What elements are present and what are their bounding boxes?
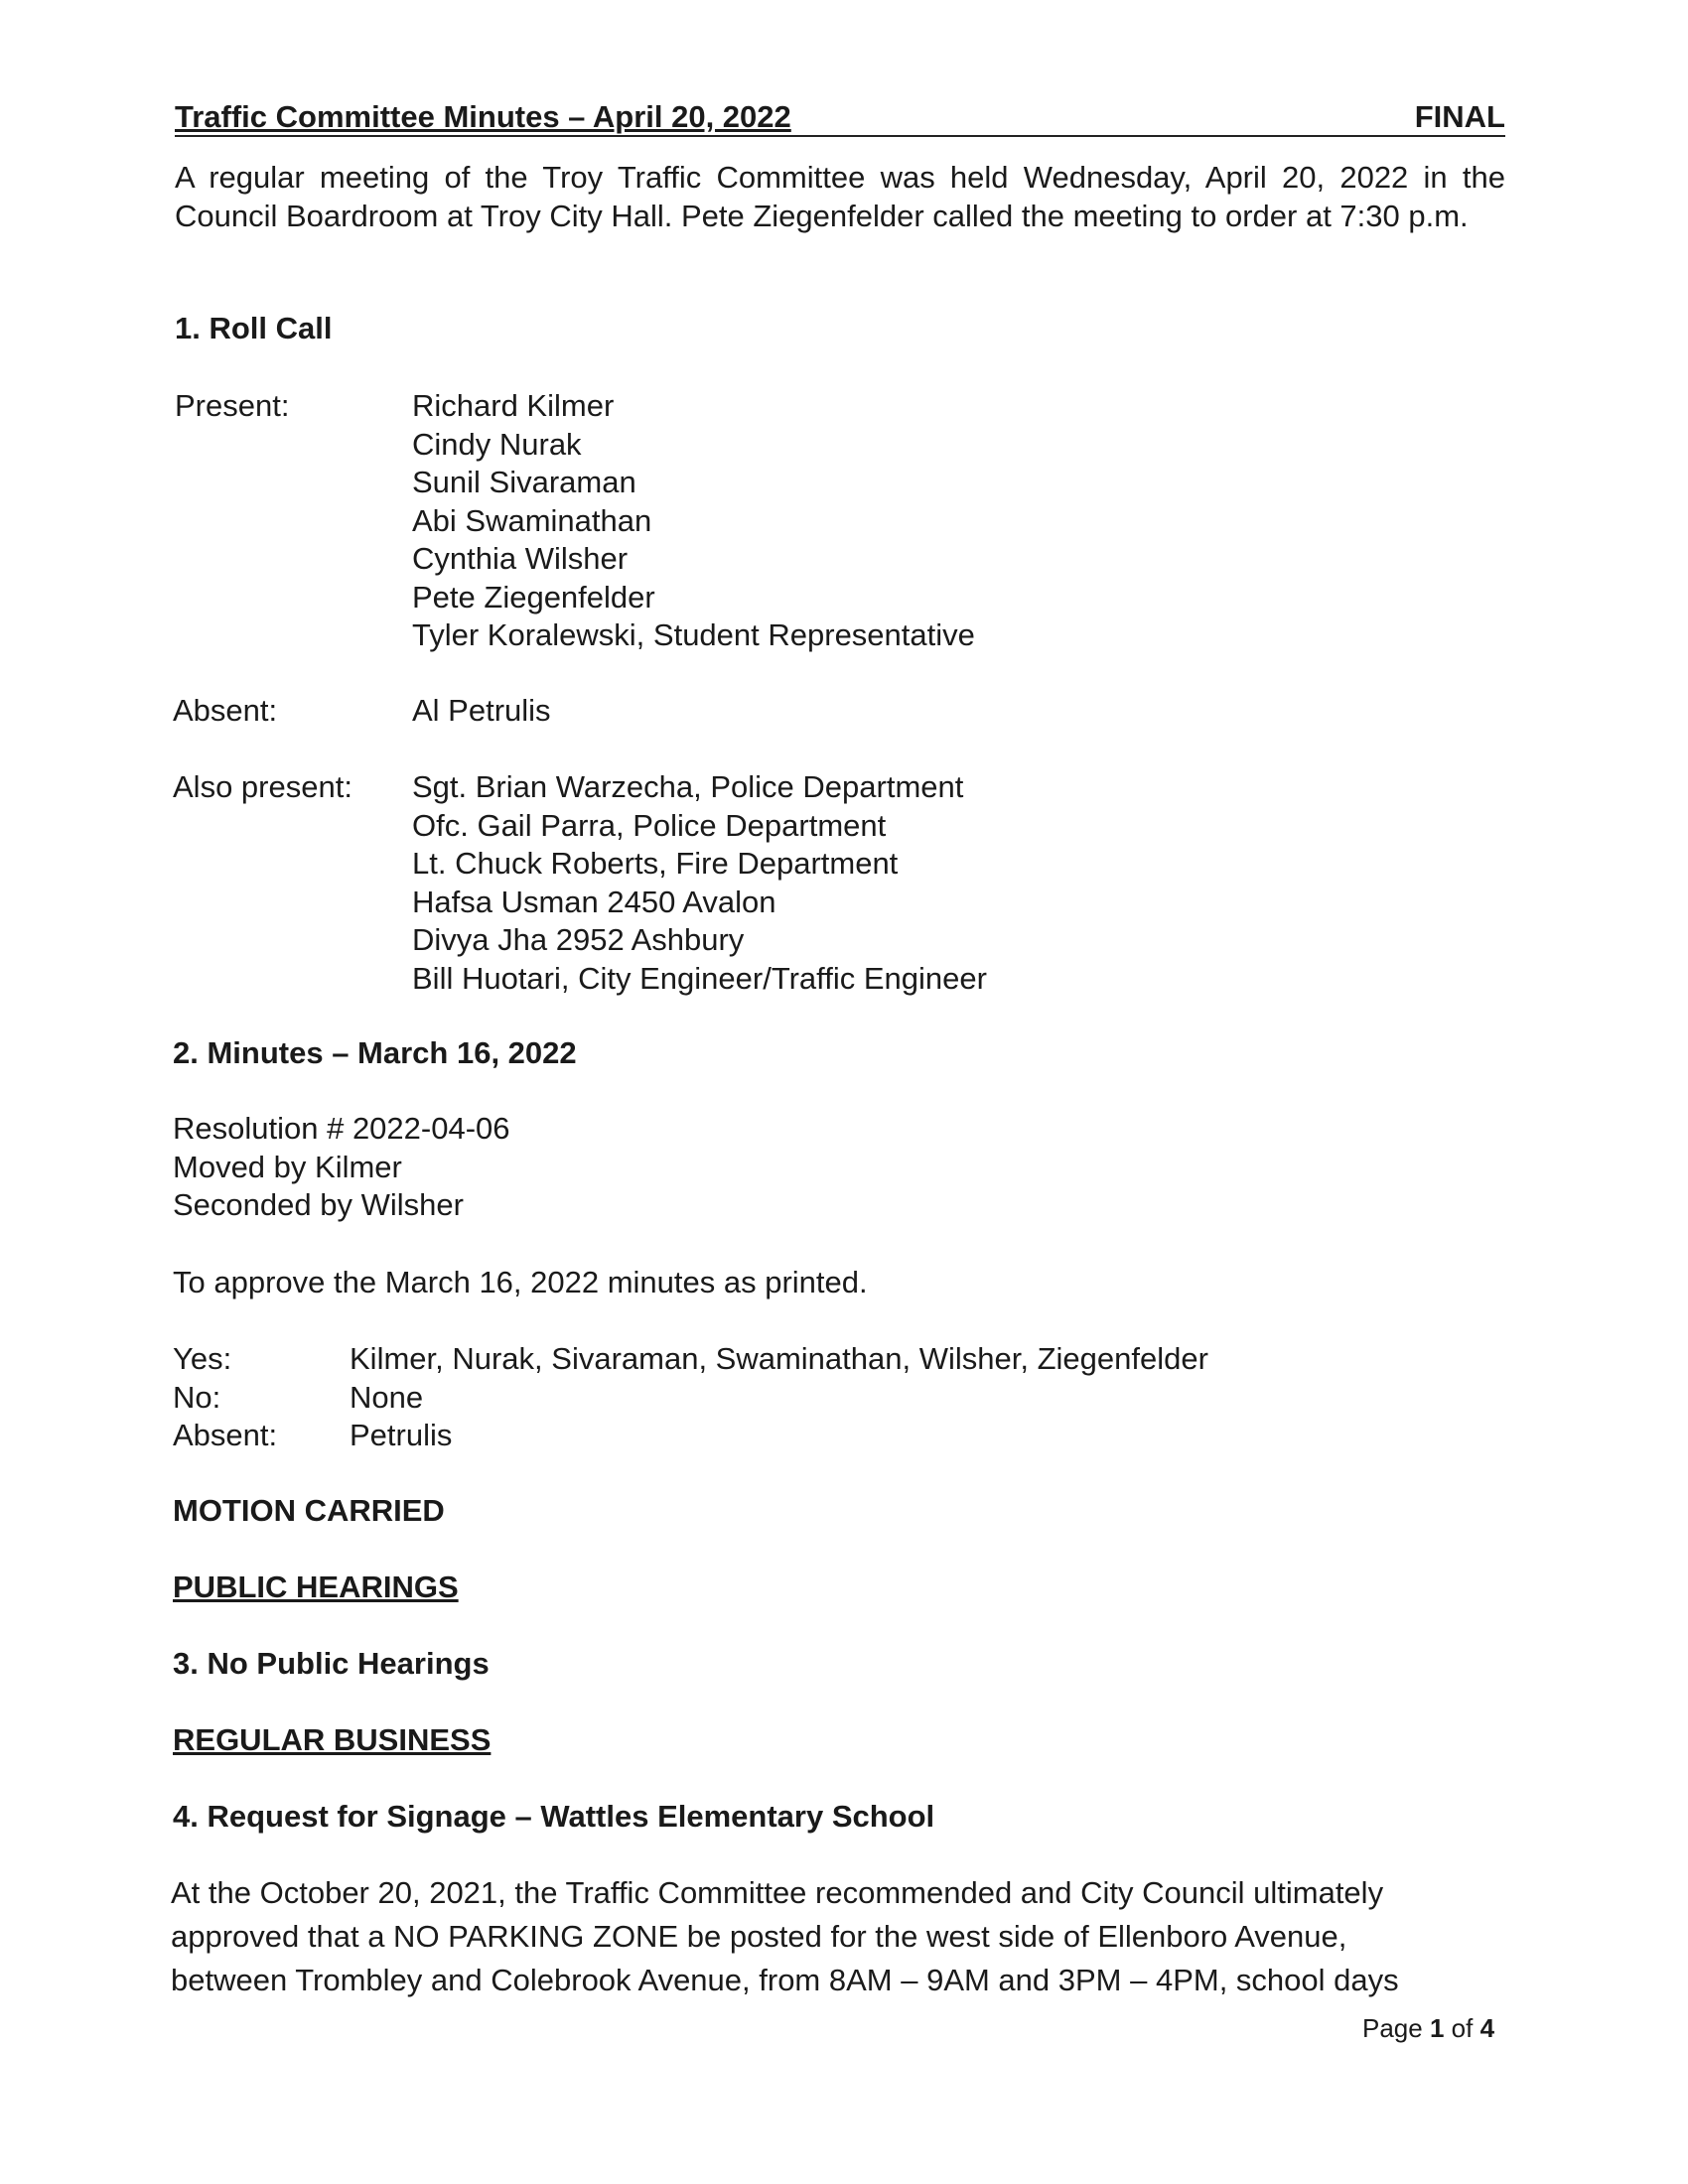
also-present-person: Hafsa Usman 2450 Avalon (412, 884, 776, 919)
document-title: Traffic Committee Minutes – April 20, 2022 (175, 99, 791, 134)
paragraph-line: At the October 20, 2021, the Traffic Committee recommended and City Council ultimately (171, 1875, 1384, 1910)
resolution-text: To approve the March 16, 2022 minutes as printed. (173, 1265, 868, 1299)
roll-call-heading: 1. Roll Call (175, 311, 333, 345)
also-present-person: Bill Huotari, City Engineer/Traffic Engineer (412, 960, 987, 996)
total-pages: 4 (1479, 2013, 1495, 2043)
signage-request-heading: 4. Request for Signage – Wattles Elementary School (173, 1799, 935, 1834)
regular-business-heading: REGULAR BUSINESS (173, 1722, 492, 1757)
page-number (1362, 2011, 1494, 2045)
no-label: No: (173, 1379, 221, 1415)
also-present-person: Lt. Chuck Roberts, Fire Department (412, 846, 899, 881)
resolution-number: Resolution # 2022-04-06 (173, 1111, 510, 1146)
signage-request-paragraph (171, 1871, 1521, 2002)
present-member: Cindy Nurak (412, 426, 582, 462)
present-member: Tyler Koralewski, Student Representative (412, 617, 975, 652)
present-member: Sunil Sivaraman (412, 465, 636, 499)
also-present-person: Divya Jha 2952 Ashbury (412, 922, 745, 957)
absent-vote-label: Absent: (173, 1418, 278, 1452)
motion-result: MOTION CARRIED (173, 1493, 445, 1528)
present-member: Cynthia Wilsher (412, 541, 629, 576)
page-prefix: Page (1362, 2013, 1430, 2043)
yes-label: Yes: (173, 1341, 232, 1376)
also-present-label: Also present: (173, 769, 352, 804)
paragraph-line: between Trombley and Colebrook Avenue, from 8AM – 9AM and 3PM – 4PM, school days (171, 1963, 1399, 1997)
vote-values (350, 1340, 1208, 1455)
present-member: Richard Kilmer (412, 388, 615, 423)
also-present-list (412, 768, 987, 998)
present-member: Pete Ziegenfelder (412, 579, 655, 614)
absent-member: Al Petrulis (412, 693, 551, 728)
public-hearings-item: 3. No Public Hearings (173, 1646, 490, 1681)
intro-paragraph: A regular meeting of the Troy Traffic Committee was held Wednesday, April 20, 2022 in the Council Boardroom at Troy City Hall. Pete Ziegenfelder called the meeting to order at 7:30 p.m. (175, 160, 1505, 233)
no-votes: None (350, 1379, 424, 1415)
present-list (412, 387, 975, 655)
absent-list (412, 692, 551, 731)
paragraph-line: approved that a NO PARKING ZONE be posted for the west side of Ellenboro Avenue, (171, 1919, 1347, 1954)
document-status: FINAL (1414, 99, 1505, 134)
resolution-block (173, 1110, 510, 1225)
absent-label: Absent: (173, 693, 278, 728)
document-header (175, 99, 1505, 137)
also-present-person: Sgt. Brian Warzecha, Police Department (412, 769, 964, 804)
present-member: Abi Swaminathan (412, 502, 652, 538)
public-hearings-heading: PUBLIC HEARINGS (173, 1570, 459, 1604)
minutes-heading: 2. Minutes – March 16, 2022 (173, 1035, 577, 1070)
seconded-by: Seconded by Wilsher (173, 1187, 464, 1222)
vote-labels (173, 1340, 277, 1455)
also-present-person: Ofc. Gail Parra, Police Department (412, 807, 887, 843)
present-label: Present: (175, 388, 290, 423)
yes-votes: Kilmer, Nurak, Sivaraman, Swaminathan, Wilsher, Ziegenfelder (350, 1341, 1208, 1376)
absent-votes: Petrulis (350, 1418, 453, 1452)
moved-by: Moved by Kilmer (173, 1149, 402, 1184)
page-of: of (1444, 2013, 1480, 2043)
current-page: 1 (1429, 2013, 1445, 2043)
